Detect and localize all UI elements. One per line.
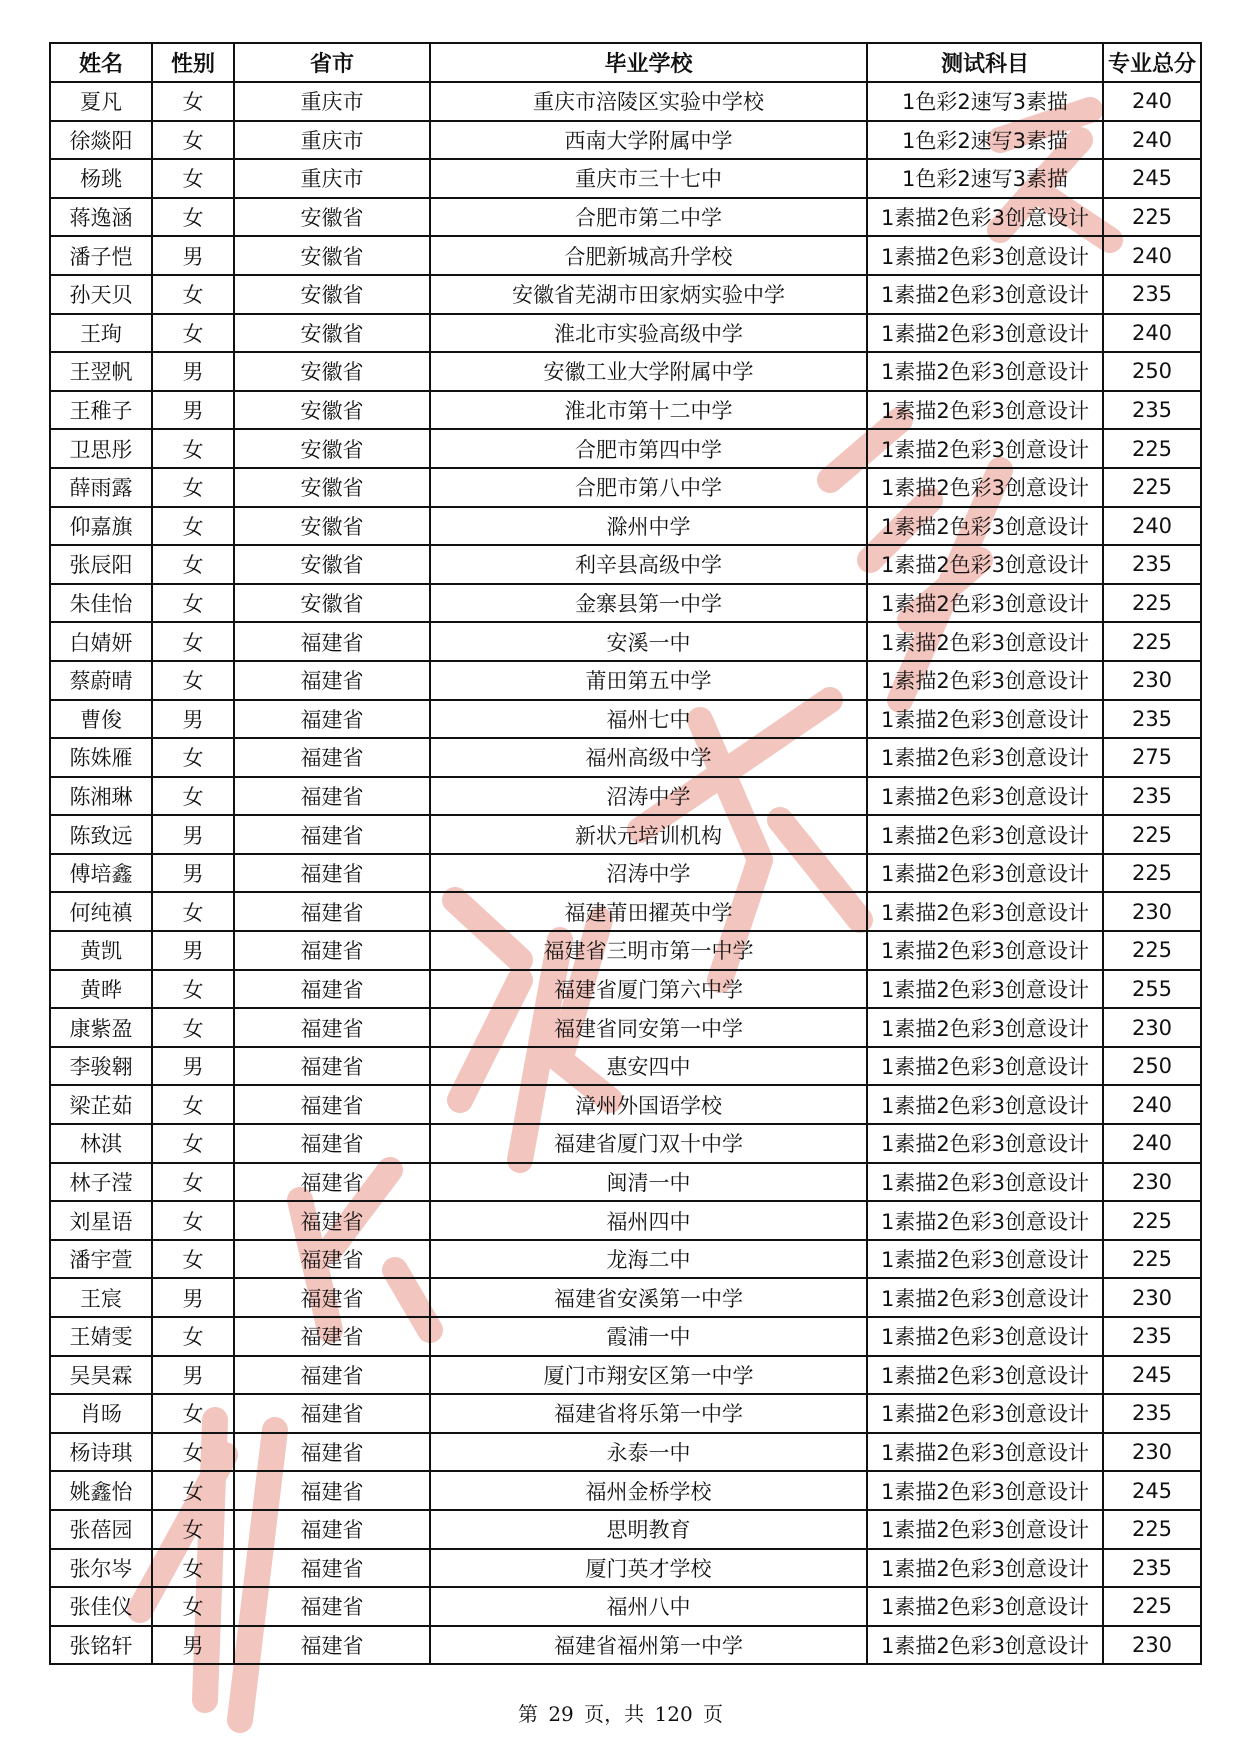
header-gender: 性别 bbox=[152, 43, 234, 82]
table-row bbox=[50, 854, 1201, 893]
cell-name: 康紫盈 bbox=[50, 1008, 152, 1047]
table-row bbox=[50, 622, 1201, 661]
cell-name: 杨珧 bbox=[50, 159, 152, 198]
cell-school: 合肥市第八中学 bbox=[430, 468, 867, 507]
cell-subjects: 1色彩2速写3素描 bbox=[867, 82, 1103, 121]
cell-school: 沼涛中学 bbox=[430, 777, 867, 816]
cell-subjects: 1素描2色彩3创意设计 bbox=[867, 1085, 1103, 1124]
cell-gender: 女 bbox=[152, 970, 234, 1009]
cell-province: 安徽省 bbox=[234, 236, 430, 275]
cell-name: 张铭轩 bbox=[50, 1626, 152, 1665]
cell-gender: 女 bbox=[152, 429, 234, 468]
cell-name: 林淇 bbox=[50, 1124, 152, 1163]
cell-subjects: 1素描2色彩3创意设计 bbox=[867, 1047, 1103, 1086]
cell-name: 黄凯 bbox=[50, 931, 152, 970]
score-table bbox=[49, 42, 1202, 1665]
cell-gender: 女 bbox=[152, 1394, 234, 1433]
cell-subjects: 1素描2色彩3创意设计 bbox=[867, 1394, 1103, 1433]
cell-subjects: 1素描2色彩3创意设计 bbox=[867, 854, 1103, 893]
cell-school: 福建省厦门第六中学 bbox=[430, 970, 867, 1009]
cell-subjects: 1素描2色彩3创意设计 bbox=[867, 391, 1103, 430]
cell-total-score: 235 bbox=[1103, 545, 1201, 584]
header-school: 毕业学校 bbox=[430, 43, 867, 82]
cell-name: 夏凡 bbox=[50, 82, 152, 121]
cell-school: 福州八中 bbox=[430, 1587, 867, 1626]
table-row bbox=[50, 970, 1201, 1009]
cell-school: 福建省福州第一中学 bbox=[430, 1626, 867, 1665]
cell-subjects: 1素描2色彩3创意设计 bbox=[867, 1124, 1103, 1163]
table-row bbox=[50, 1587, 1201, 1626]
cell-school: 思明教育 bbox=[430, 1510, 867, 1549]
cell-school: 安徽省芜湖市田家炳实验中学 bbox=[430, 275, 867, 314]
cell-gender: 女 bbox=[152, 1587, 234, 1626]
cell-total-score: 235 bbox=[1103, 700, 1201, 739]
cell-province: 福建省 bbox=[234, 1510, 430, 1549]
cell-gender: 女 bbox=[152, 507, 234, 546]
table-row bbox=[50, 121, 1201, 160]
cell-school: 福建省安溪第一中学 bbox=[430, 1278, 867, 1317]
cell-gender: 女 bbox=[152, 1317, 234, 1356]
cell-school: 福州高级中学 bbox=[430, 738, 867, 777]
cell-school: 龙海二中 bbox=[430, 1240, 867, 1279]
cell-school: 滁州中学 bbox=[430, 507, 867, 546]
cell-subjects: 1素描2色彩3创意设计 bbox=[867, 1471, 1103, 1510]
table-row bbox=[50, 1510, 1201, 1549]
cell-subjects: 1素描2色彩3创意设计 bbox=[867, 507, 1103, 546]
cell-total-score: 230 bbox=[1103, 661, 1201, 700]
cell-gender: 女 bbox=[152, 1510, 234, 1549]
cell-gender: 男 bbox=[152, 700, 234, 739]
cell-total-score: 230 bbox=[1103, 892, 1201, 931]
cell-total-score: 235 bbox=[1103, 391, 1201, 430]
cell-province: 福建省 bbox=[234, 1085, 430, 1124]
cell-total-score: 225 bbox=[1103, 1201, 1201, 1240]
cell-school: 安徽工业大学附属中学 bbox=[430, 352, 867, 391]
cell-province: 福建省 bbox=[234, 1471, 430, 1510]
cell-gender: 女 bbox=[152, 1201, 234, 1240]
cell-province: 安徽省 bbox=[234, 545, 430, 584]
cell-subjects: 1素描2色彩3创意设计 bbox=[867, 198, 1103, 237]
cell-province: 福建省 bbox=[234, 1317, 430, 1356]
cell-name: 卫思彤 bbox=[50, 429, 152, 468]
cell-gender: 女 bbox=[152, 198, 234, 237]
cell-name: 吴昊霖 bbox=[50, 1356, 152, 1395]
cell-subjects: 1素描2色彩3创意设计 bbox=[867, 892, 1103, 931]
table-row bbox=[50, 1278, 1201, 1317]
cell-subjects: 1素描2色彩3创意设计 bbox=[867, 545, 1103, 584]
header-subjects: 测试科目 bbox=[867, 43, 1103, 82]
cell-school: 利辛县高级中学 bbox=[430, 545, 867, 584]
cell-gender: 女 bbox=[152, 314, 234, 353]
table-row bbox=[50, 236, 1201, 275]
table-row bbox=[50, 545, 1201, 584]
cell-name: 何纯禛 bbox=[50, 892, 152, 931]
cell-total-score: 225 bbox=[1103, 622, 1201, 661]
cell-total-score: 225 bbox=[1103, 1510, 1201, 1549]
cell-subjects: 1素描2色彩3创意设计 bbox=[867, 275, 1103, 314]
cell-school: 永泰一中 bbox=[430, 1433, 867, 1472]
cell-name: 傅培鑫 bbox=[50, 854, 152, 893]
cell-gender: 男 bbox=[152, 1356, 234, 1395]
cell-name: 孙天贝 bbox=[50, 275, 152, 314]
cell-total-score: 230 bbox=[1103, 1433, 1201, 1472]
cell-gender: 男 bbox=[152, 391, 234, 430]
cell-gender: 男 bbox=[152, 1047, 234, 1086]
cell-province: 安徽省 bbox=[234, 314, 430, 353]
cell-school: 厦门英才学校 bbox=[430, 1549, 867, 1588]
cell-total-score: 240 bbox=[1103, 1124, 1201, 1163]
cell-name: 肖旸 bbox=[50, 1394, 152, 1433]
cell-gender: 女 bbox=[152, 1008, 234, 1047]
cell-name: 姚鑫怡 bbox=[50, 1471, 152, 1510]
cell-name: 蔡蔚晴 bbox=[50, 661, 152, 700]
cell-gender: 男 bbox=[152, 931, 234, 970]
cell-province: 福建省 bbox=[234, 700, 430, 739]
cell-gender: 男 bbox=[152, 352, 234, 391]
cell-gender: 女 bbox=[152, 738, 234, 777]
cell-gender: 女 bbox=[152, 468, 234, 507]
cell-province: 福建省 bbox=[234, 854, 430, 893]
cell-gender: 女 bbox=[152, 121, 234, 160]
cell-gender: 女 bbox=[152, 275, 234, 314]
cell-province: 安徽省 bbox=[234, 507, 430, 546]
table-row bbox=[50, 1549, 1201, 1588]
cell-province: 福建省 bbox=[234, 1587, 430, 1626]
cell-province: 福建省 bbox=[234, 622, 430, 661]
cell-province: 重庆市 bbox=[234, 159, 430, 198]
cell-total-score: 225 bbox=[1103, 584, 1201, 623]
cell-name: 陈姝雁 bbox=[50, 738, 152, 777]
cell-total-score: 240 bbox=[1103, 507, 1201, 546]
table-row bbox=[50, 507, 1201, 546]
table-row bbox=[50, 468, 1201, 507]
cell-subjects: 1素描2色彩3创意设计 bbox=[867, 584, 1103, 623]
cell-gender: 男 bbox=[152, 815, 234, 854]
table-row bbox=[50, 391, 1201, 430]
cell-gender: 女 bbox=[152, 1433, 234, 1472]
table-row bbox=[50, 738, 1201, 777]
cell-total-score: 230 bbox=[1103, 1278, 1201, 1317]
cell-subjects: 1素描2色彩3创意设计 bbox=[867, 1278, 1103, 1317]
cell-province: 安徽省 bbox=[234, 198, 430, 237]
cell-total-score: 225 bbox=[1103, 854, 1201, 893]
cell-school: 福建莆田擢英中学 bbox=[430, 892, 867, 931]
cell-total-score: 225 bbox=[1103, 1240, 1201, 1279]
cell-gender: 男 bbox=[152, 854, 234, 893]
cell-province: 重庆市 bbox=[234, 121, 430, 160]
cell-gender: 女 bbox=[152, 159, 234, 198]
cell-province: 安徽省 bbox=[234, 391, 430, 430]
cell-subjects: 1素描2色彩3创意设计 bbox=[867, 1356, 1103, 1395]
cell-province: 福建省 bbox=[234, 1163, 430, 1202]
cell-total-score: 275 bbox=[1103, 738, 1201, 777]
table-row bbox=[50, 1201, 1201, 1240]
cell-name: 梁芷茹 bbox=[50, 1085, 152, 1124]
table-row bbox=[50, 1163, 1201, 1202]
cell-subjects: 1素描2色彩3创意设计 bbox=[867, 931, 1103, 970]
cell-total-score: 255 bbox=[1103, 970, 1201, 1009]
cell-school: 金寨县第一中学 bbox=[430, 584, 867, 623]
cell-gender: 女 bbox=[152, 82, 234, 121]
cell-total-score: 240 bbox=[1103, 1085, 1201, 1124]
cell-province: 福建省 bbox=[234, 970, 430, 1009]
cell-total-score: 245 bbox=[1103, 1356, 1201, 1395]
table-body bbox=[50, 82, 1201, 1664]
cell-subjects: 1素描2色彩3创意设计 bbox=[867, 1163, 1103, 1202]
cell-total-score: 240 bbox=[1103, 82, 1201, 121]
table-row bbox=[50, 1085, 1201, 1124]
header-row bbox=[50, 43, 1201, 82]
cell-total-score: 235 bbox=[1103, 777, 1201, 816]
table-row bbox=[50, 1008, 1201, 1047]
cell-subjects: 1素描2色彩3创意设计 bbox=[867, 468, 1103, 507]
cell-subjects: 1素描2色彩3创意设计 bbox=[867, 970, 1103, 1009]
cell-subjects: 1素描2色彩3创意设计 bbox=[867, 700, 1103, 739]
cell-subjects: 1素描2色彩3创意设计 bbox=[867, 352, 1103, 391]
cell-school: 福建省三明市第一中学 bbox=[430, 931, 867, 970]
cell-name: 李骏翱 bbox=[50, 1047, 152, 1086]
cell-total-score: 225 bbox=[1103, 815, 1201, 854]
cell-school: 漳州外国语学校 bbox=[430, 1085, 867, 1124]
cell-province: 福建省 bbox=[234, 1240, 430, 1279]
cell-school: 福建省厦门双十中学 bbox=[430, 1124, 867, 1163]
cell-school: 西南大学附属中学 bbox=[430, 121, 867, 160]
cell-school: 闽清一中 bbox=[430, 1163, 867, 1202]
cell-gender: 女 bbox=[152, 1124, 234, 1163]
table-row bbox=[50, 1433, 1201, 1472]
cell-subjects: 1素描2色彩3创意设计 bbox=[867, 622, 1103, 661]
cell-name: 张佳仪 bbox=[50, 1587, 152, 1626]
cell-total-score: 230 bbox=[1103, 1163, 1201, 1202]
cell-total-score: 235 bbox=[1103, 1317, 1201, 1356]
cell-name: 薛雨露 bbox=[50, 468, 152, 507]
table-row bbox=[50, 1626, 1201, 1665]
cell-subjects: 1素描2色彩3创意设计 bbox=[867, 1201, 1103, 1240]
table-row bbox=[50, 314, 1201, 353]
cell-subjects: 1素描2色彩3创意设计 bbox=[867, 1240, 1103, 1279]
cell-school: 厦门市翔安区第一中学 bbox=[430, 1356, 867, 1395]
page-number: 第 29 页，共 120 页 bbox=[517, 1702, 724, 1726]
cell-name: 林子滢 bbox=[50, 1163, 152, 1202]
cell-gender: 男 bbox=[152, 1626, 234, 1665]
table-row bbox=[50, 429, 1201, 468]
cell-gender: 女 bbox=[152, 545, 234, 584]
cell-total-score: 230 bbox=[1103, 1626, 1201, 1665]
cell-total-score: 225 bbox=[1103, 931, 1201, 970]
cell-subjects: 1素描2色彩3创意设计 bbox=[867, 314, 1103, 353]
cell-total-score: 240 bbox=[1103, 314, 1201, 353]
cell-province: 安徽省 bbox=[234, 468, 430, 507]
cell-school: 合肥市第二中学 bbox=[430, 198, 867, 237]
cell-total-score: 225 bbox=[1103, 1587, 1201, 1626]
table-row bbox=[50, 352, 1201, 391]
table-row bbox=[50, 700, 1201, 739]
cell-school: 重庆市涪陵区实验中学校 bbox=[430, 82, 867, 121]
table-row bbox=[50, 159, 1201, 198]
cell-name: 黄晔 bbox=[50, 970, 152, 1009]
cell-subjects: 1素描2色彩3创意设计 bbox=[867, 777, 1103, 816]
cell-province: 福建省 bbox=[234, 892, 430, 931]
cell-total-score: 235 bbox=[1103, 1394, 1201, 1433]
cell-province: 福建省 bbox=[234, 1008, 430, 1047]
cell-name: 徐燚阳 bbox=[50, 121, 152, 160]
cell-province: 福建省 bbox=[234, 1433, 430, 1472]
cell-province: 福建省 bbox=[234, 1278, 430, 1317]
cell-gender: 女 bbox=[152, 584, 234, 623]
cell-subjects: 1素描2色彩3创意设计 bbox=[867, 1008, 1103, 1047]
table-row bbox=[50, 1394, 1201, 1433]
cell-name: 王婧雯 bbox=[50, 1317, 152, 1356]
cell-province: 安徽省 bbox=[234, 352, 430, 391]
cell-gender: 男 bbox=[152, 1278, 234, 1317]
cell-gender: 女 bbox=[152, 1549, 234, 1588]
table-row bbox=[50, 1317, 1201, 1356]
cell-total-score: 230 bbox=[1103, 1008, 1201, 1047]
cell-total-score: 225 bbox=[1103, 198, 1201, 237]
cell-total-score: 245 bbox=[1103, 159, 1201, 198]
cell-name: 张辰阳 bbox=[50, 545, 152, 584]
cell-school: 安溪一中 bbox=[430, 622, 867, 661]
cell-school: 合肥市第四中学 bbox=[430, 429, 867, 468]
cell-school: 惠安四中 bbox=[430, 1047, 867, 1086]
cell-province: 福建省 bbox=[234, 815, 430, 854]
cell-school: 沼涛中学 bbox=[430, 854, 867, 893]
table-row bbox=[50, 1240, 1201, 1279]
cell-name: 王稚子 bbox=[50, 391, 152, 430]
table-row bbox=[50, 1047, 1201, 1086]
cell-name: 白婧妍 bbox=[50, 622, 152, 661]
cell-name: 王宸 bbox=[50, 1278, 152, 1317]
cell-gender: 女 bbox=[152, 1240, 234, 1279]
table-row bbox=[50, 892, 1201, 931]
cell-province: 福建省 bbox=[234, 1356, 430, 1395]
cell-name: 朱佳怡 bbox=[50, 584, 152, 623]
cell-subjects: 1素描2色彩3创意设计 bbox=[867, 236, 1103, 275]
cell-province: 福建省 bbox=[234, 1124, 430, 1163]
cell-subjects: 1素描2色彩3创意设计 bbox=[867, 1626, 1103, 1665]
cell-school: 合肥新城高升学校 bbox=[430, 236, 867, 275]
table-row bbox=[50, 584, 1201, 623]
cell-total-score: 240 bbox=[1103, 236, 1201, 275]
cell-name: 张蓓园 bbox=[50, 1510, 152, 1549]
cell-total-score: 240 bbox=[1103, 121, 1201, 160]
cell-province: 福建省 bbox=[234, 1394, 430, 1433]
cell-province: 重庆市 bbox=[234, 82, 430, 121]
cell-subjects: 1素描2色彩3创意设计 bbox=[867, 1317, 1103, 1356]
cell-total-score: 250 bbox=[1103, 352, 1201, 391]
cell-gender: 女 bbox=[152, 622, 234, 661]
cell-province: 安徽省 bbox=[234, 429, 430, 468]
cell-province: 福建省 bbox=[234, 1201, 430, 1240]
cell-name: 曹俊 bbox=[50, 700, 152, 739]
cell-school: 霞浦一中 bbox=[430, 1317, 867, 1356]
cell-name: 仰嘉旗 bbox=[50, 507, 152, 546]
cell-total-score: 235 bbox=[1103, 275, 1201, 314]
cell-subjects: 1色彩2速写3素描 bbox=[867, 121, 1103, 160]
table-row bbox=[50, 1356, 1201, 1395]
table-row bbox=[50, 777, 1201, 816]
cell-subjects: 1素描2色彩3创意设计 bbox=[867, 738, 1103, 777]
cell-gender: 男 bbox=[152, 236, 234, 275]
cell-name: 杨诗琪 bbox=[50, 1433, 152, 1472]
cell-school: 福建省将乐第一中学 bbox=[430, 1394, 867, 1433]
cell-province: 福建省 bbox=[234, 931, 430, 970]
cell-subjects: 1色彩2速写3素描 bbox=[867, 159, 1103, 198]
cell-school: 重庆市三十七中 bbox=[430, 159, 867, 198]
table-row bbox=[50, 198, 1201, 237]
cell-gender: 女 bbox=[152, 1085, 234, 1124]
cell-province: 安徽省 bbox=[234, 584, 430, 623]
cell-subjects: 1素描2色彩3创意设计 bbox=[867, 1510, 1103, 1549]
cell-name: 潘宇萱 bbox=[50, 1240, 152, 1279]
cell-school: 福建省同安第一中学 bbox=[430, 1008, 867, 1047]
cell-school: 福州七中 bbox=[430, 700, 867, 739]
table-row bbox=[50, 82, 1201, 121]
cell-name: 陈致远 bbox=[50, 815, 152, 854]
cell-name: 王翌帆 bbox=[50, 352, 152, 391]
cell-name: 张尔岑 bbox=[50, 1549, 152, 1588]
cell-province: 福建省 bbox=[234, 738, 430, 777]
header-total-score: 专业总分 bbox=[1103, 43, 1201, 82]
cell-subjects: 1素描2色彩3创意设计 bbox=[867, 1587, 1103, 1626]
cell-subjects: 1素描2色彩3创意设计 bbox=[867, 1433, 1103, 1472]
cell-province: 福建省 bbox=[234, 777, 430, 816]
cell-subjects: 1素描2色彩3创意设计 bbox=[867, 1549, 1103, 1588]
cell-province: 安徽省 bbox=[234, 275, 430, 314]
cell-subjects: 1素描2色彩3创意设计 bbox=[867, 429, 1103, 468]
cell-province: 福建省 bbox=[234, 1626, 430, 1665]
cell-school: 淮北市实验高级中学 bbox=[430, 314, 867, 353]
cell-subjects: 1素描2色彩3创意设计 bbox=[867, 815, 1103, 854]
cell-province: 福建省 bbox=[234, 661, 430, 700]
cell-school: 莆田第五中学 bbox=[430, 661, 867, 700]
cell-school: 淮北市第十二中学 bbox=[430, 391, 867, 430]
cell-total-score: 250 bbox=[1103, 1047, 1201, 1086]
cell-subjects: 1素描2色彩3创意设计 bbox=[867, 661, 1103, 700]
cell-school: 福州金桥学校 bbox=[430, 1471, 867, 1510]
cell-total-score: 245 bbox=[1103, 1471, 1201, 1510]
cell-name: 陈湘琳 bbox=[50, 777, 152, 816]
table-row bbox=[50, 275, 1201, 314]
cell-gender: 女 bbox=[152, 892, 234, 931]
cell-total-score: 225 bbox=[1103, 429, 1201, 468]
header-name: 姓名 bbox=[50, 43, 152, 82]
cell-name: 刘星语 bbox=[50, 1201, 152, 1240]
cell-total-score: 225 bbox=[1103, 468, 1201, 507]
cell-province: 福建省 bbox=[234, 1549, 430, 1588]
header-province: 省市 bbox=[234, 43, 430, 82]
table-row bbox=[50, 1124, 1201, 1163]
table-row bbox=[50, 815, 1201, 854]
cell-province: 福建省 bbox=[234, 1047, 430, 1086]
cell-gender: 女 bbox=[152, 1163, 234, 1202]
cell-name: 王珣 bbox=[50, 314, 152, 353]
cell-school: 新状元培训机构 bbox=[430, 815, 867, 854]
cell-school: 福州四中 bbox=[430, 1201, 867, 1240]
cell-total-score: 235 bbox=[1103, 1549, 1201, 1588]
cell-gender: 女 bbox=[152, 777, 234, 816]
cell-gender: 女 bbox=[152, 661, 234, 700]
table-row bbox=[50, 1471, 1201, 1510]
cell-gender: 女 bbox=[152, 1471, 234, 1510]
table-row bbox=[50, 661, 1201, 700]
cell-name: 潘子恺 bbox=[50, 236, 152, 275]
table-row bbox=[50, 931, 1201, 970]
cell-name: 蒋逸涵 bbox=[50, 198, 152, 237]
